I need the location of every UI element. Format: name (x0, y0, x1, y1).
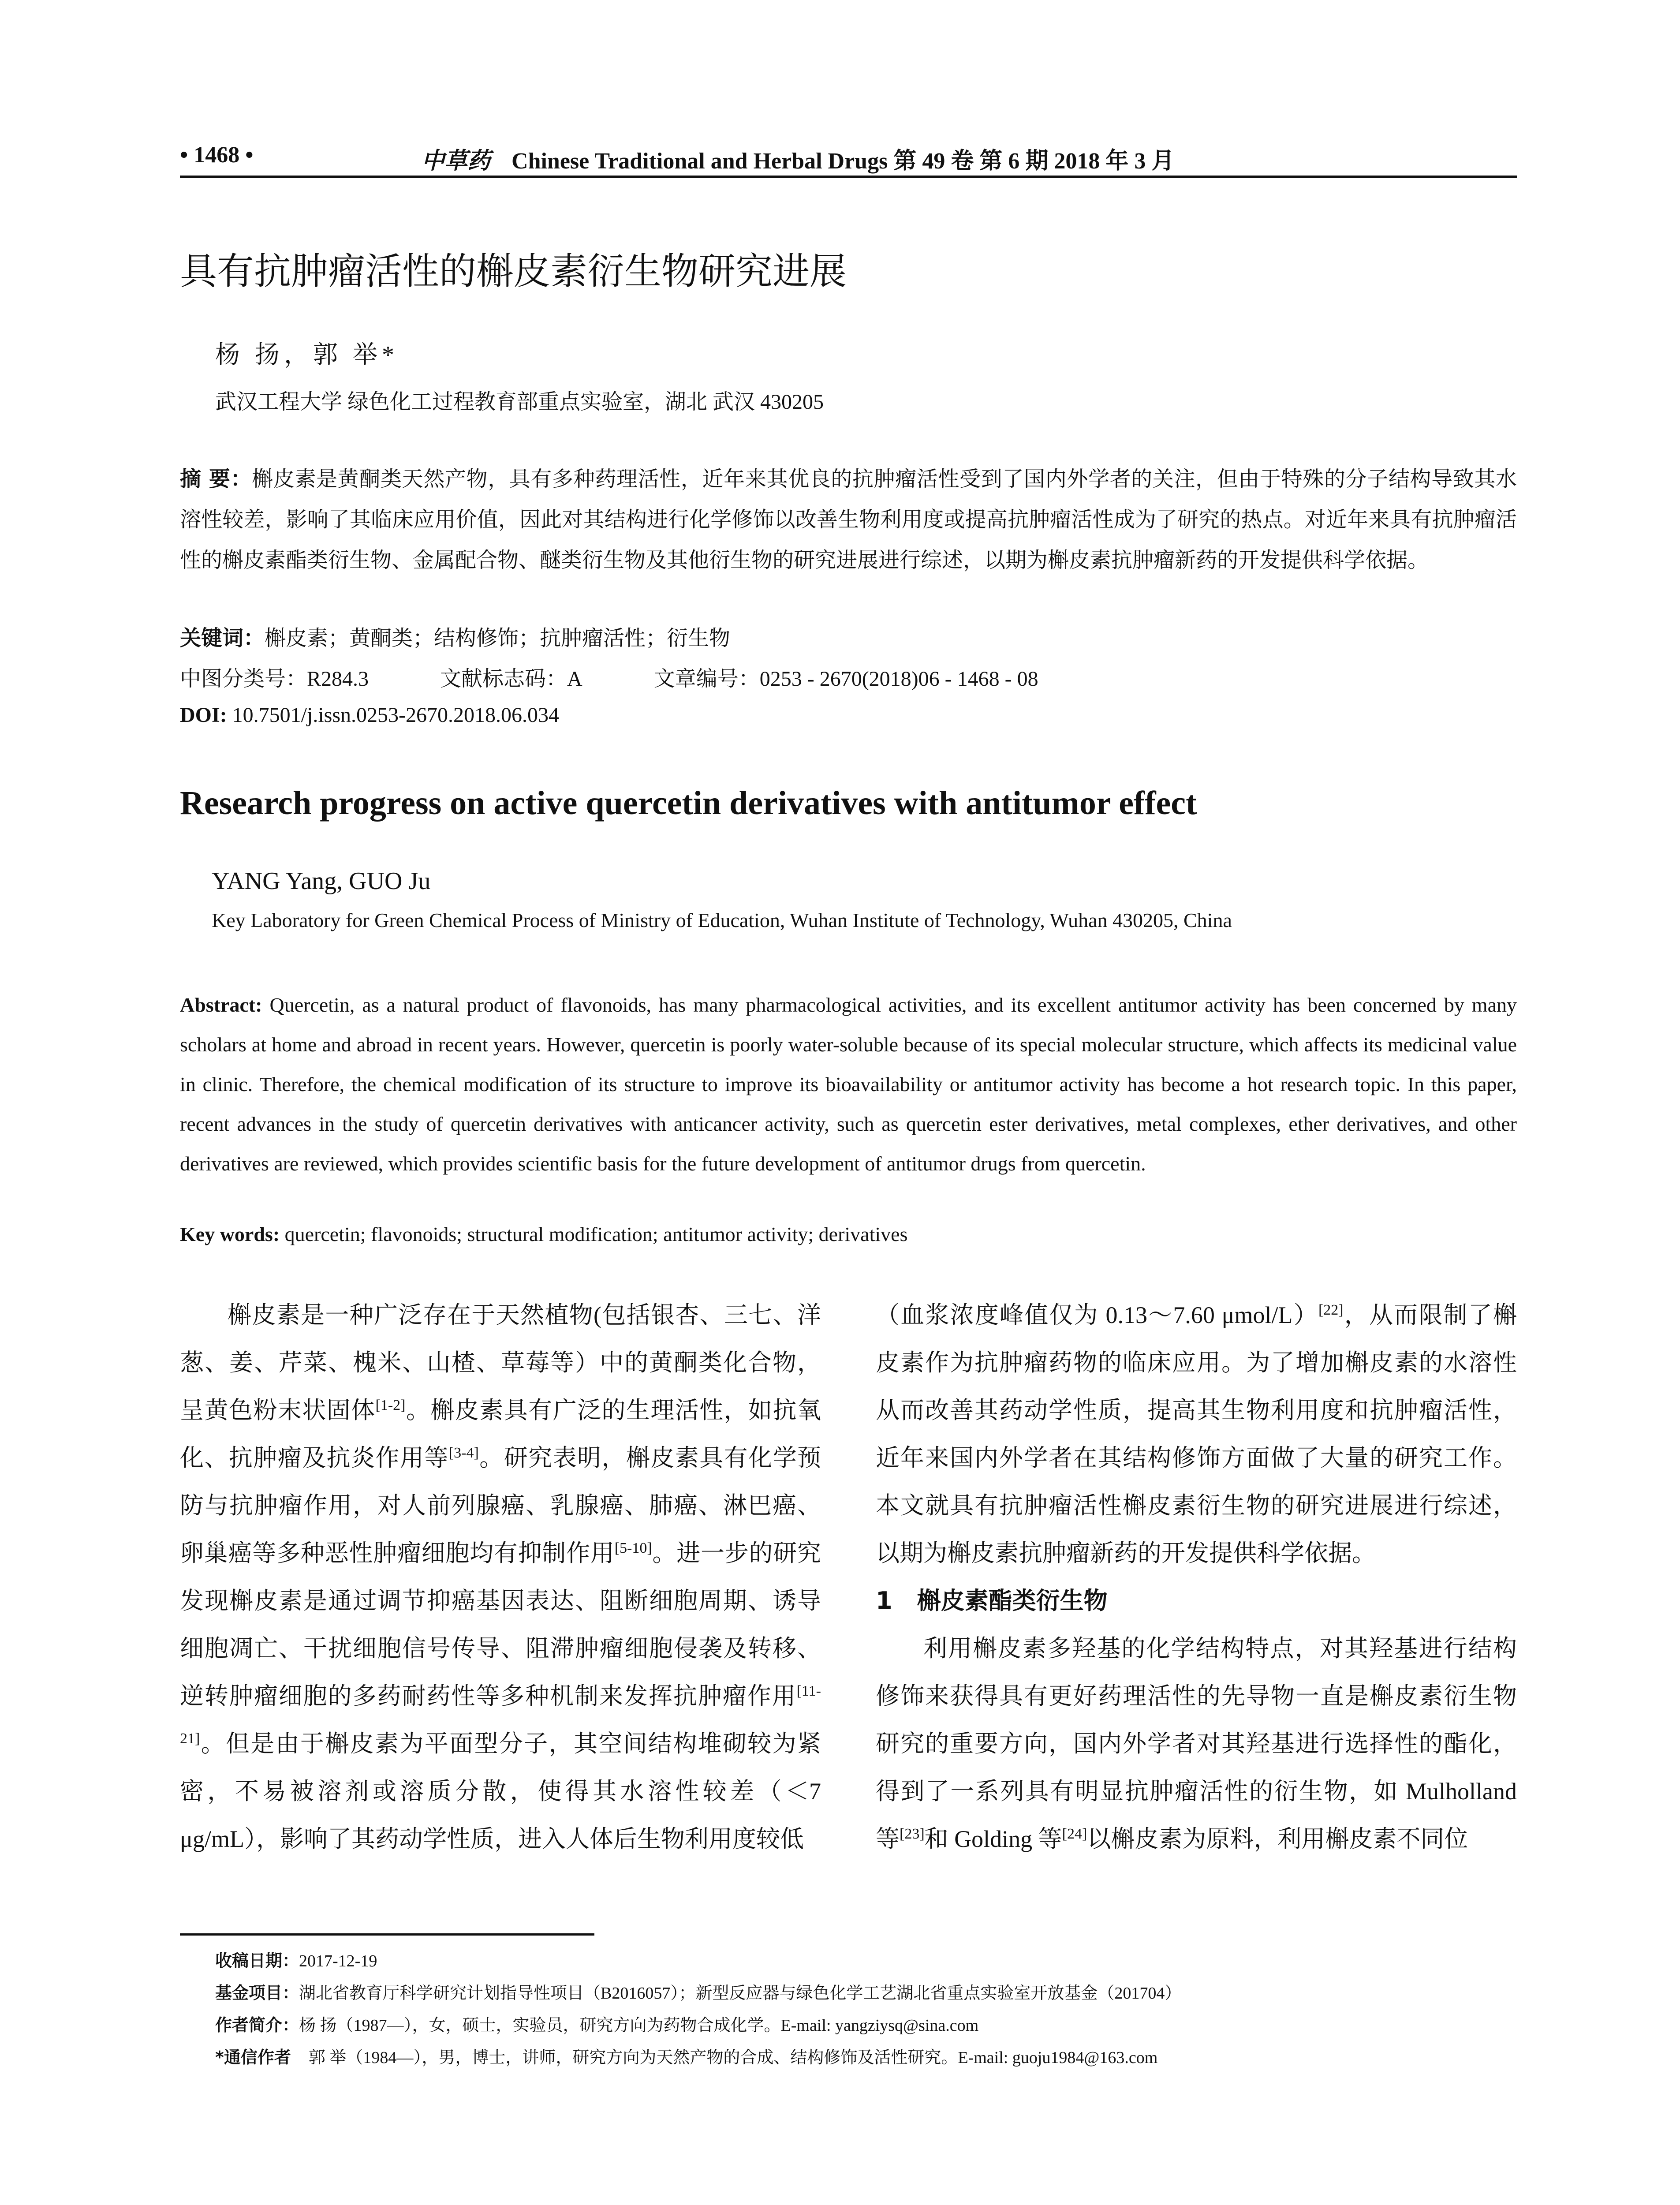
doi-label: DOI: (180, 703, 227, 727)
citation[interactable]: [23] (900, 1826, 925, 1842)
footnote-fund (215, 1977, 1517, 2009)
abstract-english (180, 985, 1517, 1184)
footnote-rule (180, 1933, 594, 1936)
text-run: 。槲皮素具有广泛的生理活性，如抗氧化、抗肿瘤及抗炎作用等 (180, 1397, 821, 1471)
abstract-cn-text: 槲皮素是黄酮类天然产物，具有多种药理活性，近年来其优良的抗肿瘤活性受到了国内外学者的关注，但由于特殊的分子结构导致其水溶性较差，影响了其临床应用价值，因此对其结构进行化学修饰以改善生物利用度或提高抗肿瘤活性成为了研究的热点。对近年来具有抗肿瘤活性的槲皮素酯类衍生物、金属配合物、醚类衍生物及其他衍生物的研究进展进行综述，以期为槲皮素抗肿瘤新药的开发提供科学依据。 (180, 467, 1517, 572)
section-number: 1 (876, 1587, 892, 1615)
document-code: 文献标志码：A (440, 667, 582, 691)
journal-logo: 中草药 (422, 148, 491, 174)
citation[interactable]: [1-2] (375, 1397, 406, 1413)
citation[interactable]: [3-4] (448, 1445, 479, 1461)
affiliation-english: Key Laboratory for Green Chemical Process of Ministry of Education, Wuhan Institute of Technology, Wuhan 430205, China (212, 909, 1232, 931)
footnote-text: 湖北省教育厅科学研究计划指导性项目（B2016057）；新型反应器与绿色化学工艺湖北省重点实验室开放基金（201704） (299, 1984, 1182, 2003)
title-chinese: 具有抗肿瘤活性的槲皮素衍生物研究进展 (180, 250, 847, 293)
text-run: 以槲皮素为原料，利用槲皮素不同位 (1087, 1826, 1468, 1852)
doi-line (180, 703, 559, 727)
clc-number: 中图分类号：R284.3 (180, 667, 369, 691)
keywords-chinese (180, 621, 730, 651)
footnote-text: 杨 扬（1987—），女，硕士，实验员，研究方向为药物合成化学。E-mail: yangziysq@sina.com (299, 2016, 979, 2035)
text-run: 。进一步的研究发现槲皮素是通过调节抑癌基因表达、阻断细胞周期、诱导细胞凋亡、干扰细胞信号传导、阻滞肿瘤细胞侵袭及转移、逆转肿瘤细胞的多药耐药性等多种机制来发挥抗肿瘤作用 (180, 1540, 821, 1709)
footnote-text: 2017-12-19 (299, 1952, 377, 1970)
keywords-en-text: quercetin; flavonoids; structural modification; antitumor activity; derivatives (284, 1223, 908, 1245)
affiliation-chinese: 武汉工程大学 绿色化工过程教育部重点实验室，湖北 武汉 430205 (215, 390, 824, 414)
text-run: 和 Golding 等 (924, 1826, 1062, 1852)
text-run: ，从而限制了槲皮素作为抗肿瘤药物的临床应用。为了增加槲皮素的水溶性从而改善其药动学性质，提高其生物利用度和抗肿瘤活性，近年来国内外学者在其结构修饰方面做了大量的研究工作。本文就具有抗肿瘤活性槲皮素衍生物的研究进展进行综述，以期为槲皮素抗肿瘤新药的开发提供科学依据。 (876, 1302, 1517, 1566)
citation[interactable]: [5-10] (614, 1540, 652, 1556)
text-run: 。但是由于槲皮素为平面型分子，其空间结构堆砌较为紧密，不易被溶剂或溶质分散，使得其水溶性较差（＜7 μg/mL），影响了其药动学性质，进入人体后生物利用度较低 (180, 1730, 821, 1852)
body-column-right (876, 1291, 1517, 1863)
citation[interactable]: [22] (1318, 1302, 1344, 1318)
text-run: 利用槲皮素多羟基的化学结构特点，对其羟基进行结构修饰来获得具有更好药理活性的先导物一直是槲皮素衍生物研究的重要方向，国内外学者对其羟基进行选择性的酯化，得到了一系列具有明显抗肿瘤活性的衍生物，如 Mulholland 等 (876, 1635, 1517, 1852)
text-run: （血浆浓度峰值仅为 0.13～7.60 μmol/L） (876, 1302, 1318, 1328)
journal-info (422, 142, 1174, 175)
abstract-en-label: Abstract: (180, 994, 262, 1016)
abstract-cn-label: 摘 要： (180, 467, 252, 491)
footnote-label: 基金项目： (215, 1983, 299, 2003)
title-english: Research progress on active quercetin derivatives with antitumor effect (180, 785, 1197, 822)
footnotes (215, 1945, 1517, 2074)
citation[interactable]: [24] (1062, 1826, 1087, 1842)
text-run: 。研究表明，槲皮素具有化学预防与抗肿瘤作用，对人前列腺癌、乳腺癌、肺癌、淋巴癌、卵巢癌等多种恶性肿瘤细胞均有抑制作用 (180, 1445, 821, 1566)
footnote-label: 作者简介： (215, 2015, 299, 2035)
header-rule (180, 176, 1517, 178)
keywords-english (180, 1222, 907, 1246)
journal-issue: Chinese Traditional and Herbal Drugs 第 49 卷 第 6 期 2018 年 3 月 (511, 149, 1175, 174)
article-number: 文章编号：0253 - 2670(2018)06 - 1468 - 08 (653, 667, 1038, 691)
section-title: 槲皮素酯类衍生物 (917, 1587, 1108, 1615)
footnote-label: *通信作者 (215, 2048, 291, 2067)
footnote-text: 郭 举（1984—），男，博士，讲师，研究方向为天然产物的合成、结构修饰及活性研究。E-mail: guoju1984@163.com (308, 2048, 1158, 2067)
paragraph (180, 1291, 821, 1863)
keywords-en-label: Key words: (180, 1223, 280, 1245)
abstract-en-text: Quercetin, as a natural product of flavonoids, has many pharmacological activities, and its excellent antitumor activity has been concerned by many scholars at home and abroad in recent years. However, quercetin is poorly water-soluble because of its special molecular structure, which affects its medicinal value in clinic. Therefore, the chemical modification of its structure to improve its bioavailability or antitumor activity has become a hot research topic. In this paper, recent advances in the study of quercetin derivatives with anticancer activity, such as quercetin ester derivatives, metal complexes, ether derivatives, and other derivatives are reviewed, which provides scientific basis for the future development of antitumor drugs from quercetin. (180, 994, 1517, 1175)
citation[interactable]: [11-21] (180, 1683, 821, 1747)
paragraph (876, 1625, 1517, 1863)
authors-english: YANG Yang, GUO Ju (212, 867, 431, 895)
body-column-left (180, 1291, 821, 1863)
footnote-label: 收稿日期： (215, 1951, 299, 1970)
footnote-author (215, 2009, 1517, 2041)
footnote-corresponding (215, 2041, 1517, 2074)
keywords-cn-label: 关键词： (180, 626, 265, 650)
classification-line (180, 662, 1105, 692)
doi-value[interactable]: 10.7501/j.issn.0253-2670.2018.06.034 (232, 703, 560, 727)
abstract-chinese (180, 459, 1517, 581)
keywords-cn-text: 槲皮素；黄酮类；结构修饰；抗肿瘤活性；衍生物 (265, 627, 731, 650)
page-number: • 1468 • (180, 142, 254, 168)
section-heading (876, 1577, 1517, 1625)
text-run: 槲皮素是一种广泛存在于天然植物(包括银杏、三七、洋葱、姜、芹菜、槐米、山楂、草莓等）中的黄酮类化合物，呈黄色粉末状固体 (180, 1302, 821, 1424)
running-header (180, 140, 1517, 176)
footnote-received (215, 1945, 1517, 1977)
paragraph (876, 1291, 1517, 1577)
authors-chinese: 杨 扬，郭 举* (215, 341, 399, 369)
